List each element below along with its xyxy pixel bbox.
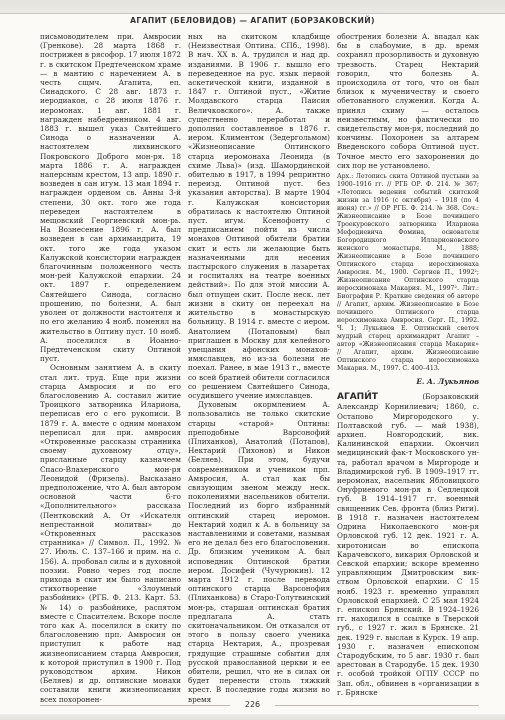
text-column-1 xyxy=(40,32,181,704)
paragraph: ных на скитском кладбище (Неизвестная Оптина. СПб., 1998). В нач. XX в. А. трудился и над др. изданиями. В 1906 г. вышло его переведенное на рус. язык первой аскетической книги, изданной в 1847 г. Оптиной пуст., «Житие Молдавского старца Паисия Величковского». А. также существенно переработал и дополнил составленное в 1876 г. иером. Климентом (Зедергольмом) «Жизнеописание Оптинского старца иеромонаха Леонида (в схиме Льва)» (изд. Шамординской обителью в 1917, в 1994 репринтно переизд. Оптиной пуст. без указания авторства). В марте 1904 г. Калужская консистория обратилась к настоятелю Оптиной пуст. игум. Ксенофонту с предписанием пойти из числа монахов Оптиной обители братии скит и есть ли желающие быть назначенными для несения пастырского служения в лазаретах и госпиталях на театре военных действий». По для этой миссии А. был отпущен скит. После неск. лет жизни в скиту он переехал на жительство в монастырскую больницу. В 1914 г. вместе с иером. Анатолием (Потаповым) был приглашен в Москву для келейного увещания афонских монахов-имяславцев, но из-за болезни не поехал. Ранее, в мае 1913 г., вместе со всей братией обители согласился со решением Святейшего Синода, осудившего учение имяславцев. xyxy=(188,32,330,400)
article-2-entry xyxy=(337,392,479,697)
sources-block: Арх.: Летопись скита Оптиной пустыни за 1900–1916 гг. // РГБ ОР. Ф. 214. № 367; «Летопись ведения событий скитской жизни за 1916 (с октября) – 1918 (по 4 июня) гг.» // ОР РГБ. Ф. 214. № 368. Соч.: Жизнеописание в Бозе почившего Троекуровского затворника Илариона Мефодиевича Фомина, основателя Богородицкого Илларионовского женского монастыря. М., 1888; Жизнеописание в Бозе почившего Оптинского старца иеросхимонаха Амвросия. М., 1900. Сергиев П., 1992²; Жизнеописание Оптинского старца иеросхимонаха Макария. М., 1997². Лит.: Биография Р. Краткие сведения об авторе // Агапит, архим. Жизнеописание в Бозе почившего Оптинского старца иеросхимонаха Амвросия. Серг. П., 1992. Ч. 1; Лукьянов Е. Оптинский светоч мудрый старец архимандрит Агапит – автор «Жизнеописания старца Макария» // Агапит, архим. Жизнеописание Оптинского старца иеросхимонаха Макария. М., 1997. С. 400–413. xyxy=(337,173,479,373)
article-2-body: (Борзаковский Александр Корнилиевич; 1860, с. Остапово Миргородского у. Полтавской губ. — май 1938), архиеп. Новгородский, вик. Калининской епархии. Окончил медицинский фак-т Московского ун-та, работал врачом в Миргороде и Владимирской губ. В 1909–1917 гг. иеромонах, насельник Ябловицкого Онуфриевого мон-ря в Седлецкой губ. В 1914–1917 гг. военный священник Сев. фронта (близ Риги). В 1918 г. назначен настоятелем Одрина Николаевского мон-ря Орловской губ. 12 дек. 1921 г. А. хиротонисан во епископа Карачевского, викария Орловской и Севской епархии; вскоре временно управляющим Дмитровским вик-ством Орловской епархии. С 15 нояб. 1923 г. временно управлял Орловской епархией. С 25 мая 1924 г. епископ Брянский. В 1924–1926 гг. находился в ссылке в Тверской губ., с 1927 г. жил в Брянске. 21 дек. 1929 г. выслан в Курск. 19 апр. 1930 г. назначен епископом Стародубским, то 5 авг. 1930 г. был арестован в Стародубе. 15 дек. 1930 г. особой тройкой ОГПУ СССР по Зап. обл., обвинен в «организации в г. Брянске xyxy=(337,392,479,697)
top-band xyxy=(0,0,505,14)
page-number: 226 xyxy=(244,700,261,709)
paragraph: Духовным окормлением А. пользовались не только скитские старцы «старой» Оптины: преподобные Варсонофий (Плиханков), Анатолий (Потапов), Нектарий (Тихонов) и Никон (Беляев). При этом, будучи современником и учеником прп. Амвросия, А. стал как бы связующим звеном между неск. поколениями насельников обители. Последний из борго избранный оптинский старец иеромон. Нектарий ходил к А. в больницу за наставлениями и советами, называя его не делал без его благословения. Др. близким учеником А. был исповедник Оптинской братии иером. Досифей (Чучурюкин). 12 марта 1912 г. после перевода оптинского старца Варсонофия (Плиханкова) в Старо-Голутвинский мон-рь, старшая оптинская братия предлагала А. стать скитоначальником. Он отказался от этого в пользу своего ученика старца Нектария, А., прозревая грядущие страшные события для русской православной церкви и ее обители, решил, что не в силах он будет перенести столь тяжкий крест. В последние годы жизни во время xyxy=(188,400,330,704)
headword: АГАПИ́Т xyxy=(337,392,378,403)
paragraph: письмоводителем при. Амвросии (Гренкове). 28 марта 1868 г. пострижен в рясофор. 17 июля 1872 г. в скитском Предтеченском храме — в мантию с наречением А. в честь сщмч. Агапита, еп. Синадского. С 28 авг. 1873 г. иеродиакон, с 28 июля 1876 г. иеромонах. 1 авг. 1881 г. награжден набедренником. 4 авг. 1883 г. вышел указ Святейшего Синода о назначении А. настоятелем лихвинского Покровского Доброго мон-ря. 18 марта 1886 г. А. награжден наперсным крестом, 13 апр. 1890 г. возведен в сан игум. 13 мая 1894 г. награжден орденом св. Анны 3-й степени, 30 окт. того же года переведен настоятелем в мещовский Георгиевский мон-рь. На Вознесение 1896 г. А. был возведен в сан архимандрита, 19 окт. того же года указом Калужской консистории награжден благочинным положенного честь мон-рей Калужской епархии. 24 окт. 1897 г. определением Святейшего Синода, согласно прошению, по болезни, А. был уволен от должности настоятеля и по его желанию 4 нояб. поменял на жительство в Оптину пуст. 10 нояб. А. поселился в Иоанно-Предтеченском скиту Оптиной пуст. xyxy=(40,32,181,364)
text-column-3 xyxy=(337,32,479,697)
text-column-2 xyxy=(188,32,330,704)
running-head: АГАПИТ (БЕЛОВИДОВ) — АГАПИТ (БОРЗАКОВСКИЙ) xyxy=(130,16,375,25)
paragraph: Основным занятием А. в скиту стал лит. труд. Еще при жизни старца Амвросия и по его благословению А. составил житие Троицкого затворника Илариона, переписав его с его рукописи. В 1879 г. А. вместе с одним монахом переписал для при. амвросия «Откровенные рассказы странника своему духовному отцу», присланные старцу казначеем Спасо-Влахернского мон-ря Леонидой (Фризель). Высказано предположение, что А. был автором основной части 6-го «Дополнительного» рассказа (Пентковский А. От «Искателя непрестанной молитвы» до «Откровенных рассказов странника» // Символ. П., 1992. № 27. Июль. С. 137–166 и прим. на с. 156). А. пробовал силы и в духовной поэзии. Ровно через год после прихода в скит им было написано стихотворение «Злоумный разбойник» (РГБ. Ф. 213. Карт. 53. № 14) о разбойнике, распятом вместе с Спасителем. Вскоре после того как А. поселился в скиту по благословению прп. Амвросия он приступил к работе над жизнеописанием старца Амвросия, к которой приступил в 1900 г. Под руководством архим. Никон (Беляев) и др. оптинские монахи составили книги жизнеописания всех похоронен- xyxy=(40,363,181,704)
article-author: Е. А. Лукьянов xyxy=(416,377,479,387)
paragraph: обострения болезни А. впадал как бы в слабоумие, в др. время сохранял прозорливость и духовную трезвость. Старец Нектарий говорил, что болезнь А. происходила от того, что он был близок к мученичеству и своего обетованного служения. Когда А. принял схиму — осталось неизвестным, но фактически по свидетельству мон-ря, последний до кончины. Похоронен за алтарем Введенского собора Оптиной пуст. Точное место его захоронения до сих пор не установлено. xyxy=(337,32,479,170)
bottom-band xyxy=(0,714,505,720)
